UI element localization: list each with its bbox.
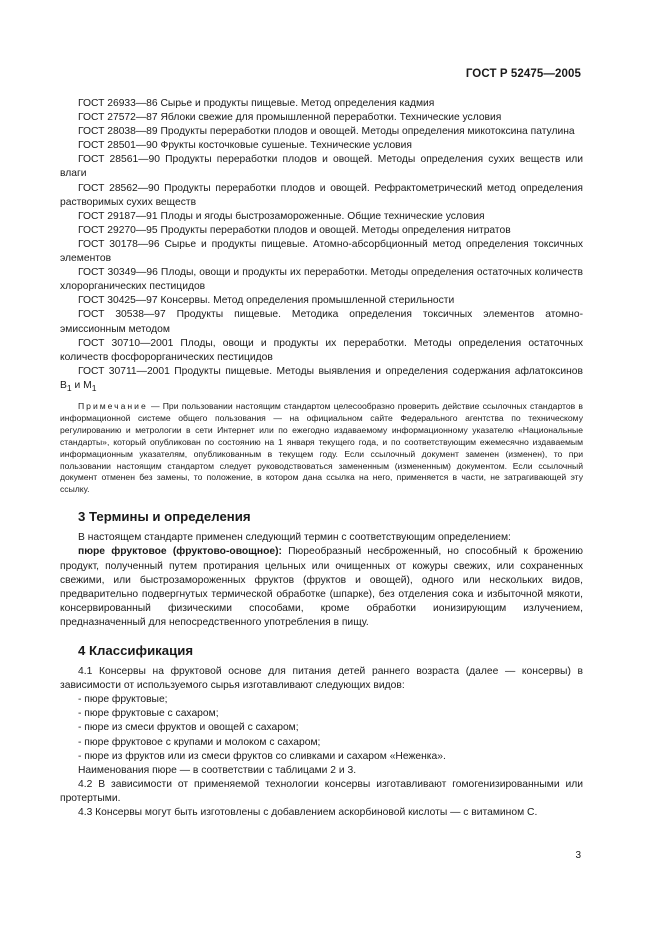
term: пюре фруктовое (фруктово-овощное): — [78, 546, 282, 558]
reference-item: ГОСТ 30425—97 Консервы. Метод определения промышленной стерильности — [78, 295, 455, 307]
section-3-title: 3 Термины и определения — [78, 509, 251, 525]
product-types-list — [60, 693, 583, 763]
reference-item-aflatoxins — [60, 365, 583, 395]
list-item: - пюре фруктовые; — [78, 694, 168, 706]
reference-item: ГОСТ 30349—96 Плоды, овощи и продукты их переработки. Методы определения остаточных количеств хлорорганических пестицидов — [60, 267, 583, 293]
subscript: 1 — [91, 382, 97, 393]
note-label: Примечание — [78, 401, 148, 412]
reference-item: ГОСТ 28561—90 Продукты переработки плодов и овощей. Методы определения сухих веществ или влаги — [60, 154, 583, 180]
paragraph-4-2: 4.2 В зависимости от применяемой технологии консервы изготавливают гомогенизированными или протертыми. — [60, 778, 583, 804]
reference-item: ГОСТ 29187—91 Плоды и ягоды быстрозамороженные. Общие технические условия — [78, 210, 485, 222]
section-4-title: 4 Классификация — [78, 643, 194, 659]
section-3-intro: В настоящем стандарте применен следующий термин с соответствующим определением: — [78, 532, 511, 544]
reference-item: ГОСТ 27572—87 Яблоки свежие для промышленной переработки. Технические условия — [78, 112, 502, 124]
note-text: — При пользовании настоящим стандартом целесообразно проверить действие ссылочных стандартов в информационной системе общего пользования — на официальном сайте Федерального агентства по техническому регулированию и метрологии в сети Интернет или по ежегодно издаваемому информационному указателю «Национальные стандарты», который опубликован по состоянию на 1 января текущего года, и по соответствующим ежемесячно издаваемым информационным указателям, опубликованным в текущем году. Если ссылочный документ заменен (изменен), то при пользовании настоящим стандартом следует руководствоваться замененным (измененным) документом. Если ссылочный документ отменен без замены, то положение, в котором дана ссылка на него, применяется в части, не затрагивающей эту ссылку. — [60, 401, 583, 495]
reference-item: ГОСТ 29270—95 Продукты переработки плодов и овощей. Методы определения нитратов — [78, 224, 511, 236]
page-number: 3 — [575, 850, 581, 861]
subscript: 1 — [66, 382, 72, 393]
list-item: - пюре из фруктов или из смеси фруктов со сливками и сахаром «Неженка». — [78, 750, 446, 762]
paragraph-4-3: 4.3 Консервы могут быть изготовлены с добавлением аскорбиновой кислоты — с витамином С. — [78, 807, 538, 819]
list-item: - пюре фруктовое с крупами и молоком с сахаром; — [78, 736, 321, 748]
normative-references-list — [60, 97, 583, 395]
list-item: - пюре фруктовые с сахаром; — [78, 708, 219, 720]
term-definition — [60, 545, 583, 630]
reference-item: ГОСТ 28501—90 Фрукты косточковые сушеные. Технические условия — [78, 140, 412, 152]
definition: Пюреобразный несброженный, но способный к брожению продукт, полученный путем протирания цельных или очищенных от кожуры свежих, или сохраненных свежими, или быстрозамороженных фруктов (фруктов и овощей), одного или нескольких видов, предварительно подвергнутых термической обработке (шпарке), без отделения сока и избыточной мякоти, консервированный физическими способами, кроме обработки ионизирующим излучением, предназначенный для непосредственного употребления в пищу. — [60, 546, 584, 628]
reference-text: и М — [71, 379, 92, 391]
list-item: - пюре из смеси фруктов и овощей с сахаром; — [78, 722, 299, 734]
reference-item: ГОСТ 28038—89 Продукты переработки плодов и овощей. Методы определения микотоксина патулина — [78, 126, 575, 138]
reference-item: ГОСТ 26933—86 Сырье и продукты пищевые. Метод определения кадмия — [78, 98, 435, 109]
document-body — [60, 97, 583, 820]
reference-item: ГОСТ 28562—90 Продукты переработки плодов и овощей. Рефрактометрический метод определения растворимых сухих веществ — [60, 182, 583, 208]
reference-item: ГОСТ 30178—96 Сырье и продукты пищевые. Атомно-абсорбционный метод определения токсичных элементов — [60, 238, 583, 265]
document-code-header: ГОСТ Р 52475—2005 — [465, 68, 581, 80]
reference-item: ГОСТ 30538—97 Продукты пищевые. Методика определения токсичных элементов атомно-эмиссионным методом — [60, 309, 583, 335]
note-paragraph — [60, 401, 583, 496]
paragraph-4-1: 4.1 Консервы на фруктовой основе для питания детей раннего возраста (далее — консервы) в зависимости от используемого сырья изготавливают следующих видов: — [60, 666, 583, 692]
reference-text: ГОСТ 30711—2001 Продукты пищевые. Методы выявления и определения содержания афлатоксинов В — [60, 365, 583, 391]
names-paragraph: Наименования пюре — в соответствии с таблицами 2 и 3. — [78, 764, 357, 776]
reference-item: ГОСТ 30710—2001 Плоды, овощи и продукты их переработки. Методы определения остаточных количеств фосфорорганических пестицидов — [60, 337, 583, 363]
